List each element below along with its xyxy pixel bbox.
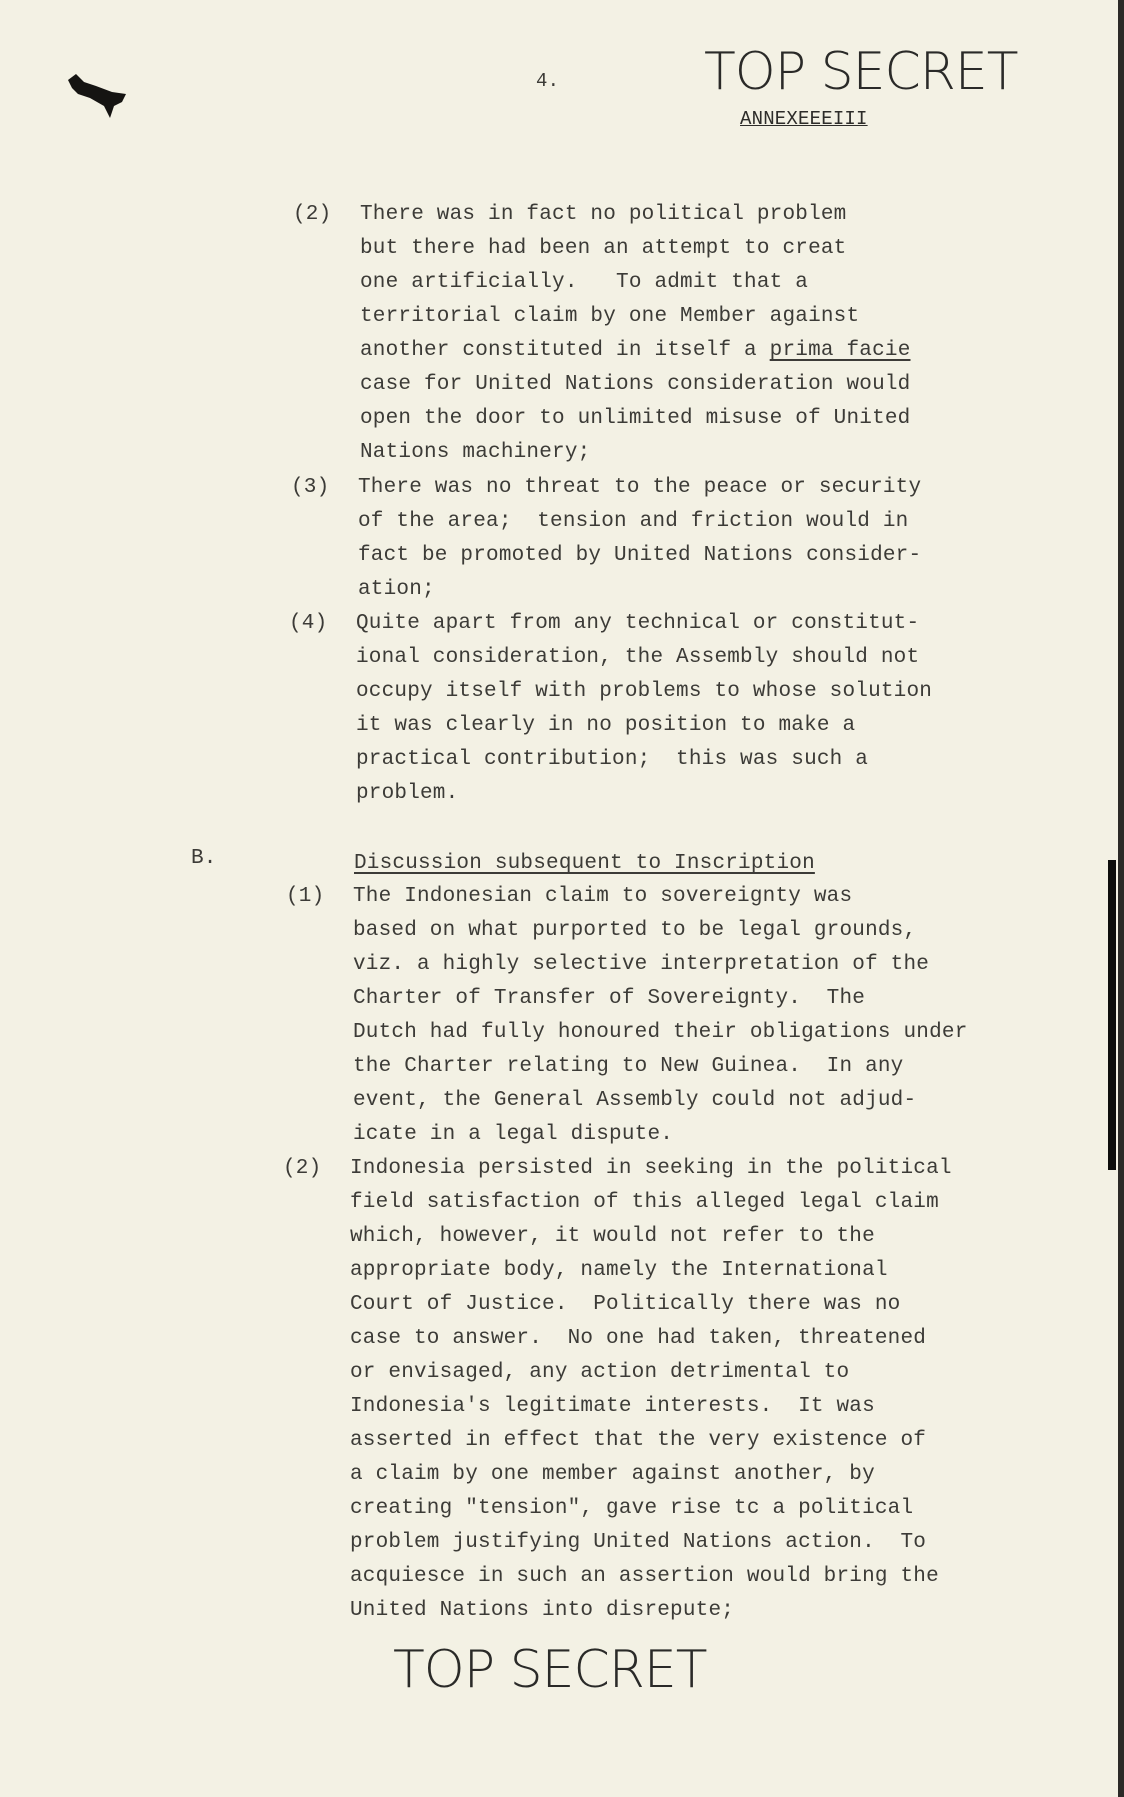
page-number: 4. xyxy=(536,70,560,92)
item-line-text: another constituted in itself a xyxy=(360,339,770,362)
item-line: occupy itself with problems to whose solution xyxy=(356,680,933,703)
item-line: based on what purported to be legal grounds, xyxy=(353,919,917,942)
item-line: or envisaged, any action detrimental to xyxy=(350,1361,850,1384)
item-line: open the door to unlimited misuse of United xyxy=(360,407,911,430)
item-line: problem justifying United Nations action. To xyxy=(350,1531,927,1554)
section-letter-b: B. xyxy=(191,847,217,870)
item-line: acquiesce in such an assertion would bring the xyxy=(350,1565,939,1588)
item-line: creating "tension", gave rise tc a political xyxy=(350,1497,914,1520)
item-line: of the area; tension and friction would in xyxy=(358,510,909,533)
item-line: a claim by one member against another, by xyxy=(350,1463,875,1486)
item-line: Indonesia persisted in seeking in the political xyxy=(350,1157,952,1180)
item-line xyxy=(360,339,911,362)
ink-mark-icon xyxy=(66,72,136,120)
item-line: Quite apart from any technical or constitut- xyxy=(356,612,920,635)
item-line: territorial claim by one Member against xyxy=(360,305,860,328)
item-line: The Indonesian claim to sovereignty was xyxy=(353,885,853,908)
item-line: but there had been an attempt to creat xyxy=(360,237,847,260)
item-line: There was in fact no political problem xyxy=(360,203,847,226)
item-line: United Nations into disrepute; xyxy=(350,1599,735,1622)
item-number: (3) xyxy=(291,476,330,499)
item-line: Indonesia's legitimate interests. It was xyxy=(350,1395,875,1418)
item-line: one artificially. To admit that a xyxy=(360,271,809,294)
item-line: event, the General Assembly could not adjud- xyxy=(353,1089,917,1112)
item-line: Court of Justice. Politically there was no xyxy=(350,1293,901,1316)
item-line: it was clearly in no position to make a xyxy=(356,714,856,737)
section-heading: Discussion subsequent to Inscription xyxy=(354,852,815,875)
binding-edge-mark xyxy=(1108,860,1116,1170)
item-number: (2) xyxy=(293,203,332,226)
item-line: Charter of Transfer of Sovereignty. The xyxy=(353,987,866,1010)
item-line: asserted in effect that the very existence of xyxy=(350,1429,927,1452)
item-line: case to answer. No one had taken, threatened xyxy=(350,1327,927,1350)
item-line: ional consideration, the Assembly should not xyxy=(356,646,920,669)
item-line: problem. xyxy=(356,782,459,805)
top-secret-stamp-footer: TOP SECRET xyxy=(393,1640,707,1700)
emphasis-prima-facie: prima facie xyxy=(769,339,911,362)
item-line: practical contribution; this was such a xyxy=(356,748,869,771)
item-line: which, however, it would not refer to the xyxy=(350,1225,875,1248)
item-line: case for United Nations consideration would xyxy=(360,373,911,396)
item-line: the Charter relating to New Guinea. In any xyxy=(353,1055,904,1078)
item-line: Nations machinery; xyxy=(360,441,591,464)
item-number: (2) xyxy=(283,1157,322,1180)
item-number: (4) xyxy=(289,612,328,635)
annex-label: ANNEXEEEIII xyxy=(740,108,868,130)
item-line: ation; xyxy=(358,578,435,601)
scan-border xyxy=(1118,0,1124,1797)
item-line: appropriate body, namely the International xyxy=(350,1259,888,1282)
top-secret-stamp-header: TOP SECRET xyxy=(704,42,1018,102)
item-line: viz. a highly selective interpretation of the xyxy=(353,953,930,976)
item-number: (1) xyxy=(286,885,325,908)
item-line: icate in a legal dispute. xyxy=(353,1123,674,1146)
item-line: fact be promoted by United Nations consider- xyxy=(358,544,922,567)
item-line: field satisfaction of this alleged legal claim xyxy=(350,1191,939,1214)
item-line: There was no threat to the peace or security xyxy=(358,476,922,499)
item-line: Dutch had fully honoured their obligations under xyxy=(353,1021,968,1044)
